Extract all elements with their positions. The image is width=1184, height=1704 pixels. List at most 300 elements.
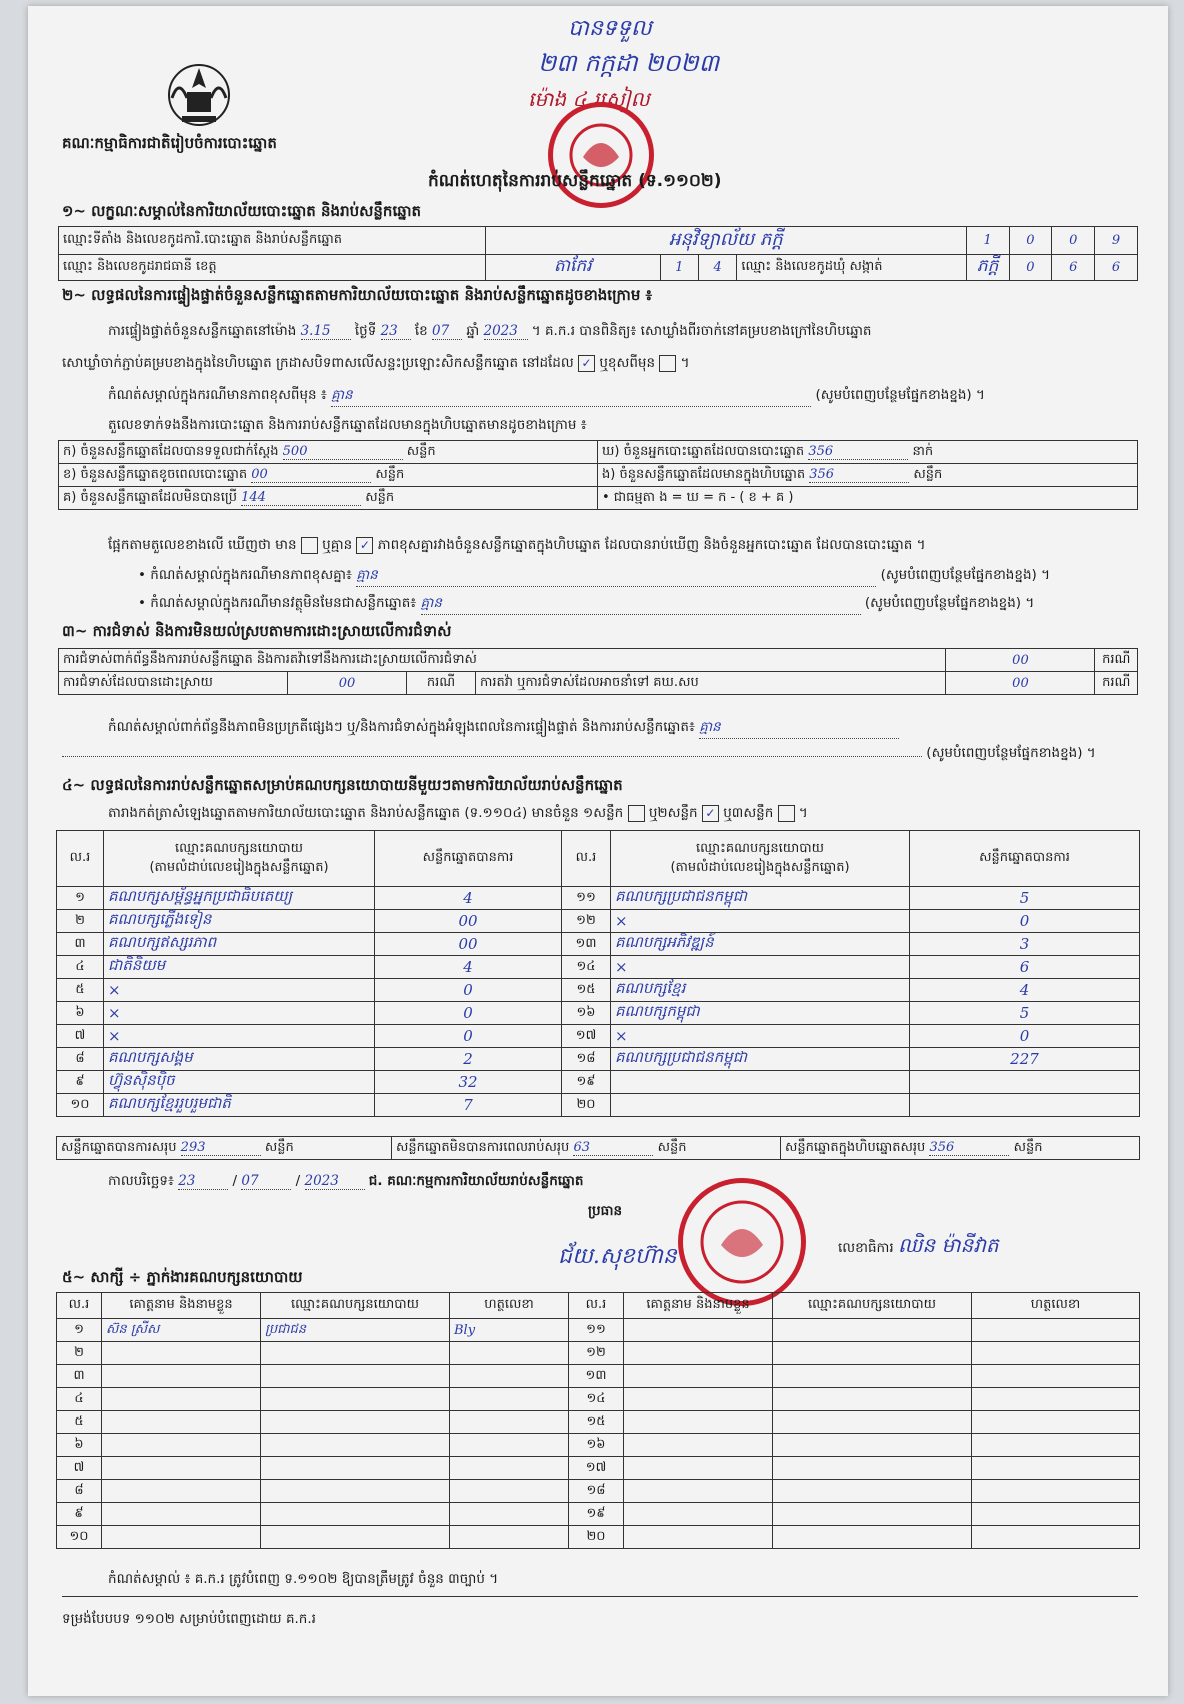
commune-label: ឈ្មោះ និងលេខកូដឃុំ សង្កាត់ (737, 255, 966, 281)
col-party-left-1: ឈ្មោះគណបក្សនយោបាយ (175, 840, 303, 856)
witness-col-name-left: គោត្តនាម និងនាមខ្លួន (102, 1293, 261, 1319)
counts-intro: តួលេខទាក់ទងនឹងការបោះឆ្នោត និងការរាប់សន្លឹកឆ្នោតដែលមានក្នុងហិបឆ្នោតមានដូចខាងក្រោម ៖ (108, 417, 587, 433)
committee-name: ជ. គណៈកម្មការការិយាល័យរាប់សន្លឹកឆ្នោត (368, 1173, 584, 1189)
table-row (57, 1526, 1140, 1549)
witness-name-left (102, 1526, 261, 1549)
difference-line (108, 536, 1138, 556)
result-party-right: × (611, 910, 910, 933)
result-no-right: ១១ (562, 887, 611, 910)
station-code-4: 9 (1095, 227, 1138, 255)
witness-name-left (102, 1411, 261, 1434)
resolved-unit: ករណី (407, 672, 476, 695)
witness-no-left: ៨ (57, 1480, 102, 1503)
witness-name-right (624, 1526, 773, 1549)
diff-text-a: ផ្អែកតាមតួលេខខាងលើ ឃើញថា មាន (108, 537, 297, 553)
result-party-right (611, 1071, 910, 1094)
witness-name-left (102, 1480, 261, 1503)
station-code-1: 1 (966, 227, 1009, 255)
result-votes-left: 00 (375, 910, 562, 933)
witness-sign-left (450, 1526, 569, 1549)
resolved-value: 00 (288, 672, 407, 695)
result-votes-right: 5 (910, 1002, 1140, 1025)
result-party-left: គណបក្សសង្គម (104, 1048, 375, 1071)
count-a-unit: សន្លឹក (406, 443, 436, 459)
witness-sign-right (972, 1388, 1140, 1411)
invalid-total-label: សន្លឹកឆ្នោតមិនបានការពេលរាប់សរុប (396, 1139, 570, 1155)
result-party-right: គណបក្សប្រជាជនកម្ពុជា (611, 887, 910, 910)
note-obj-label: • កំណត់សម្គាល់ក្នុងករណីមានវត្ថុមិនមែនជាសន្លឹកឆ្នោត៖ (138, 595, 417, 611)
objections-table (58, 648, 1138, 695)
result-votes-left: 32 (375, 1071, 562, 1094)
result-no-right: ១២ (562, 910, 611, 933)
witness-party-left (261, 1480, 450, 1503)
verify-text-d: ឆ្នាំ (466, 323, 480, 339)
one-sheet-checkbox[interactable] (628, 805, 645, 822)
organization-name: គណៈកម្មាធិការជាតិរៀបចំការបោះឆ្នោត (62, 134, 277, 152)
note-prev-label: កំណត់សម្គាល់ក្នុងករណីមានភាពខុសពីមុន ៖ (108, 387, 327, 403)
table-row (57, 1434, 1140, 1457)
secretary-signature: ឈិន ម៉ានីវាត (898, 1233, 999, 1257)
witness-sign-left (450, 1457, 569, 1480)
two-sheet-label: ឬ២សន្លឹក (648, 805, 698, 821)
fill-more-3: (សូមបំពេញបន្ថែមផ្នែកខាងខ្នង) ។ (864, 595, 1035, 611)
witness-name-left (102, 1503, 261, 1526)
witness-table (56, 1292, 1140, 1549)
result-no-left: ៤ (57, 956, 104, 979)
result-no-right: ១៨ (562, 1048, 611, 1071)
invalid-total-value: 63 (573, 1140, 653, 1156)
result-no-right: ២០ (562, 1094, 611, 1117)
witness-sign-left (450, 1342, 569, 1365)
witness-name-left: ស៊ន ស្រីស (102, 1319, 261, 1342)
witness-col-sign-left: ហត្ថលេខា (450, 1293, 569, 1319)
province-label: ឈ្មោះ និងលេខកូដរាជធានី ខេត្ត (59, 255, 486, 281)
witness-party-right (773, 1388, 972, 1411)
witness-name-right (624, 1319, 773, 1342)
two-sheet-checkbox[interactable]: ✓ (702, 805, 719, 822)
note-object-line (138, 594, 1138, 615)
station-code-3: 0 (1052, 227, 1095, 255)
witness-name-left (102, 1342, 261, 1365)
invalid-total-unit: សន្លឹក (657, 1139, 687, 1155)
changed-checkbox[interactable] (659, 355, 676, 372)
witness-party-left (261, 1526, 450, 1549)
result-votes-left: 2 (375, 1048, 562, 1071)
receipt-note-line3: ម៉ោង ៤ រសៀល (528, 87, 650, 111)
fill-more-1: (សូមបំពេញបន្ថែមផ្នែកខាងខ្នង) ។ (815, 387, 985, 403)
irregularity-note (108, 718, 1138, 739)
date-label: កាលបរិច្ឆេទ៖ (108, 1173, 174, 1189)
province-code-1: 1 (660, 255, 698, 281)
result-votes-left: 4 (375, 887, 562, 910)
inbox-total-unit: សន្លឹក (1013, 1139, 1043, 1155)
witness-name-right (624, 1365, 773, 1388)
result-no-left: ៧ (57, 1025, 104, 1048)
table-row (57, 1048, 1140, 1071)
witness-name-right (624, 1342, 773, 1365)
count-b-unit: សន្លឹក (375, 466, 405, 482)
valid-total-cell (57, 1137, 392, 1160)
result-party-left: × (104, 979, 375, 1002)
footer-divider (62, 1596, 1138, 1597)
result-votes-right (910, 1071, 1140, 1094)
witness-sign-right (972, 1457, 1140, 1480)
document-page (28, 6, 1168, 1696)
table-row (57, 1411, 1140, 1434)
chair-label: ប្រធាន (588, 1203, 623, 1219)
national-emblem-icon (154, 58, 244, 132)
verify-text-c: ខែ (414, 323, 428, 339)
col-party-right (611, 831, 910, 887)
result-votes-left: 4 (375, 956, 562, 979)
commune-value: ភក្តី (966, 255, 1009, 281)
result-votes-right: 227 (910, 1048, 1140, 1071)
col-no-left: ល.រ (57, 831, 104, 887)
count-c-value: 144 (241, 490, 361, 506)
invalid-total-cell (392, 1137, 781, 1160)
count-b-value: 00 (251, 467, 371, 483)
table-row (57, 1365, 1140, 1388)
commune-code-2: 6 (1052, 255, 1095, 281)
witness-party-left (261, 1457, 450, 1480)
witness-name-right (624, 1457, 773, 1480)
ballot-counts-table (58, 440, 1138, 510)
irregularity-value: គ្មាន (699, 718, 899, 739)
witness-sign-right (972, 1503, 1140, 1526)
witness-no-right: ១១ (569, 1319, 624, 1342)
witness-no-right: ១៧ (569, 1457, 624, 1480)
note-prev-value: គ្មាន (331, 386, 811, 407)
table-row (57, 1002, 1140, 1025)
count-e-value: 356 (809, 467, 909, 483)
table-row (57, 1071, 1140, 1094)
witness-no-right: ១៤ (569, 1388, 624, 1411)
chair-signature: ជ័យ.សុខហ៊ាន (558, 1244, 677, 1269)
inbox-total-label: សន្លឹកឆ្នោតក្នុងហិបឆ្នោតសរុប (785, 1139, 926, 1155)
witness-sign-right (972, 1411, 1140, 1434)
valid-total-value: 293 (181, 1140, 261, 1156)
three-sheet-label: ឬ៣សន្លឹក (723, 805, 774, 821)
changed-label: ឬខុសពីមុន (599, 355, 656, 371)
note-diff-line (138, 566, 1138, 587)
irregularity-fill-line (62, 744, 1138, 764)
party-results-table (56, 830, 1140, 1117)
witness-sign-left (450, 1388, 569, 1411)
result-party-left: គណបក្សឥស្សរភាព (104, 933, 375, 956)
table-row (57, 1342, 1140, 1365)
count-d-value: 356 (808, 444, 908, 460)
appeal-value: 00 (946, 672, 1095, 695)
result-votes-right: 4 (910, 979, 1140, 1002)
count-a-value: 500 (283, 444, 403, 460)
objection-value: 00 (946, 649, 1095, 672)
result-no-left: ៣ (57, 933, 104, 956)
section3-title: ៣~ ការជំទាស់ និងការមិនយល់ស្របតាមការដោះស្រាយលើការជំទាស់ (62, 622, 452, 640)
formula-cell: • ជាធម្មតា ង = ឃ = ក - ( ខ + គ ) (598, 487, 1138, 510)
count-d-unit: នាក់ (912, 443, 934, 459)
count-d-label: ឃ) ចំនួនអ្នកបោះឆ្នោតដែលបានបោះឆ្នោត (602, 443, 805, 459)
witness-party-left: ប្រជាជន (261, 1319, 450, 1342)
count-row-d-right (598, 441, 1138, 464)
table-row (57, 933, 1140, 956)
table-row (57, 1094, 1140, 1117)
result-votes-left: 00 (375, 933, 562, 956)
note-prev-line (108, 386, 1138, 407)
valid-total-label: សន្លឹកឆ្នោតបានការសរុប (61, 1139, 177, 1155)
verify-text-b: ថ្ងៃទី (354, 323, 377, 339)
count-row-a-left (59, 441, 598, 464)
result-no-right: ១៧ (562, 1025, 611, 1048)
result-no-left: ៥ (57, 979, 104, 1002)
witness-no-left: ៥ (57, 1411, 102, 1434)
witness-col-no-right: ល.រ (569, 1293, 624, 1319)
count-e-label: ង) ចំនួនសន្លឹកឆ្នោតដែលមានក្នុងហិបឆ្នោត (602, 466, 806, 482)
section2-title: ២~ លទ្ធផលនៃការផ្ទៀងផ្ទាត់ចំនួនសន្លឹកឆ្នោតតាមការិយាល័យបោះឆ្នោត និងរាប់សន្លឹកឆ្នោតដូចខាងក្រោម ៖ (62, 286, 653, 304)
col-votes-right: សន្លឹកឆ្នោតបានការ (910, 831, 1140, 887)
count-b-label: ខ) ចំនួនសន្លឹកឆ្នោតខូចពេលបោះឆ្នោត (63, 466, 248, 482)
count-e-unit: សន្លឹក (913, 466, 943, 482)
witness-name-right (624, 1434, 773, 1457)
count-a-label: ក) ចំនួនសន្លឹកឆ្នោតដែលបានទទួលជាក់ស្ដែង (63, 443, 279, 459)
witness-sign-right (972, 1342, 1140, 1365)
witness-no-left: ៦ (57, 1434, 102, 1457)
table-row (57, 887, 1140, 910)
witness-col-sign-right: ហត្ថលេខា (972, 1293, 1140, 1319)
witness-name-right (624, 1411, 773, 1434)
result-party-left: ហ៊្វុនស៊ិនប៉ិច (104, 1071, 375, 1094)
table-row (57, 1503, 1140, 1526)
verify-day: 23 (381, 323, 411, 340)
result-party-right: គណបក្សកម្ពុជា (611, 1002, 910, 1025)
result-party-right: គណបក្សខ្មែរ (611, 979, 910, 1002)
witness-name-left (102, 1388, 261, 1411)
result-party-left: ជាតិនិយម (104, 956, 375, 979)
verification-paragraph (108, 322, 1138, 342)
footer-note: កំណត់សម្គាល់ ៖ គ.ក.រ ត្រូវបំពេញ ទ.១១០២ ឱ្យបានត្រឹមត្រូវ ចំនួន ៣ច្បាប់ ។ (108, 1571, 499, 1587)
witness-sign-right (972, 1526, 1140, 1549)
three-sheet-checkbox[interactable] (778, 805, 795, 822)
date-year: 2023 (305, 1173, 365, 1190)
witness-name-right (624, 1480, 773, 1503)
commune-code-1: 0 (1009, 255, 1052, 281)
witness-col-no-left: ល.រ (57, 1293, 102, 1319)
witness-party-left (261, 1503, 450, 1526)
witness-party-right (773, 1503, 972, 1526)
tally-intro: តារាងកត់ត្រាសំឡេងឆ្នោតតាមការិយាល័យបោះឆ្នោត និងរាប់សន្លឹកឆ្នោត (ទ.១១០៤) មានចំនួន ១សន្លឹក (108, 805, 624, 821)
result-party-right: × (611, 1025, 910, 1048)
section4-title: ៤~ លទ្ធផលនៃការរាប់សន្លឹកឆ្នោតសម្រាប់គណបក្សនយោបាយនីមួយៗតាមការិយាល័យរាប់សន្លឹកឆ្នោត (62, 776, 623, 794)
signing-date-line: កាលបរិច្ឆេទ៖ 23 / 07 / 2023 ជ. គណៈកម្មការការិយាល័យរាប់សន្លឹកឆ្នោត (108, 1173, 584, 1189)
inbox-total-value: 356 (929, 1140, 1009, 1156)
diff-text-b: ឬគ្មាន (322, 537, 353, 553)
witness-name-left (102, 1457, 261, 1480)
witness-name-left (102, 1365, 261, 1388)
witness-no-right: ១៥ (569, 1411, 624, 1434)
witness-no-right: ១៦ (569, 1434, 624, 1457)
col-no-right: ល.រ (562, 831, 611, 887)
no-difference-checkbox[interactable]: ✓ (356, 537, 373, 554)
receipt-note-line2: ២៣ កក្កដា ២០២៣ (538, 49, 720, 77)
table-row (57, 1025, 1140, 1048)
witness-no-right: ១៣ (569, 1365, 624, 1388)
objection-label: ការជំទាស់ពាក់ព័ន្ធនឹងការរាប់សន្លឹកឆ្នោត និងការតវ៉ាទៅនឹងការដោះស្រាយលើការជំទាស់ (59, 649, 946, 672)
result-no-right: ១៦ (562, 1002, 611, 1025)
objection-unit: ករណី (1095, 649, 1138, 672)
witness-no-left: ៧ (57, 1457, 102, 1480)
result-no-right: ១៤ (562, 956, 611, 979)
result-party-right: គណបក្សប្រជាជនកម្ពុជា (611, 1048, 910, 1071)
col-party-right-2: (តាមលំដាប់លេខរៀងក្នុងសន្លឹកឆ្នោត) (670, 859, 850, 875)
diff-text-c: ភាពខុសគ្នារវាងចំនួនសន្លឹកឆ្នោតក្នុងហិបឆ្នោត ដែលបានរាប់ឃើញ និងចំនួនអ្នកបោះឆ្នោត ដែលបានបោះឆ្នោត ។ (377, 537, 926, 553)
result-party-right: × (611, 956, 910, 979)
witness-party-right (773, 1457, 972, 1480)
fill-more-2: (សូមបំពេញបន្ថែមផ្នែកខាងខ្នង) ។ (880, 567, 1050, 583)
witness-party-left (261, 1434, 450, 1457)
witness-no-left: ៣ (57, 1365, 102, 1388)
province-code-2: 4 (698, 255, 736, 281)
result-votes-right: 0 (910, 910, 1140, 933)
count-row-b-left (59, 464, 598, 487)
witness-no-left: ៩ (57, 1503, 102, 1526)
witness-no-right: ១៩ (569, 1503, 624, 1526)
witness-col-party-right: ឈ្មោះគណបក្សនយោបាយ (773, 1293, 972, 1319)
totals-table (56, 1136, 1140, 1160)
verify-text-e: ។ គ.ក.រ បានពិនិត្យ៖ សោឃ្លាំងពីរចាក់នៅគម្របខាងក្រៅនៃហិបឆ្នោត (531, 323, 872, 339)
witness-party-left (261, 1342, 450, 1365)
result-no-left: ២ (57, 910, 104, 933)
result-no-right: ១៣ (562, 933, 611, 956)
note-obj-value: គ្មាន (421, 594, 861, 615)
count-row-c-left (59, 487, 598, 510)
station-info-table (58, 226, 1138, 281)
result-votes-right: 5 (910, 887, 1140, 910)
result-party-left: × (104, 1002, 375, 1025)
appeal-label: ការតវ៉ា ឬការជំទាស់ដែលអាចនាំទៅ គឃ.សប (476, 672, 946, 695)
table-row (57, 979, 1140, 1002)
section5-title: ៥~ សាក្សី ÷ ភ្នាក់ងារគណបក្សនយោបាយ (62, 1268, 303, 1286)
witness-party-right (773, 1480, 972, 1503)
witness-sign-left (450, 1411, 569, 1434)
witness-no-right: ១២ (569, 1342, 624, 1365)
result-no-left: ៨ (57, 1048, 104, 1071)
col-party-right-1: ឈ្មោះគណបក្សនយោបាយ (696, 840, 824, 856)
witness-sign-left (450, 1503, 569, 1526)
verify-year: 2023 (484, 323, 528, 340)
resolved-label: ការជំទាស់ដែលបានដោះស្រាយ (59, 672, 288, 695)
seal-paragraph: សោឃ្លាំចាក់ភ្ជាប់គម្របខាងក្នុងនៃហិបឆ្នោត ក្រដាសបិទពាសលើសន្ទះប្រឡោះសិកសន្លឹកឆ្នោត នៅដដែល ✓ ឬខុសពីមុន ។ (62, 355, 690, 371)
fill-more-4: (សូមបំពេញបន្ថែមផ្នែកខាងខ្នង) ។ (926, 745, 1096, 761)
witness-sign-left: Bly (450, 1319, 569, 1342)
commune-code-3: 6 (1095, 255, 1138, 281)
witness-col-party-left: ឈ្មោះគណបក្សនយោបាយ (261, 1293, 450, 1319)
witness-party-left (261, 1365, 450, 1388)
seal-text: សោឃ្លាំចាក់ភ្ជាប់គម្របខាងក្នុងនៃហិបឆ្នោត ក្រដាសបិទពាសលើសន្ទះប្រឡោះសិកសន្លឹកឆ្នោត នៅដដែល (62, 355, 574, 371)
witness-sign-left (450, 1434, 569, 1457)
result-votes-right: 3 (910, 933, 1140, 956)
result-votes-right (910, 1094, 1140, 1117)
note-diff-label: • កំណត់សម្គាល់ក្នុងករណីមានភាពខុសគ្នា៖ (138, 567, 352, 583)
result-party-left: × (104, 1025, 375, 1048)
witness-name-right (624, 1503, 773, 1526)
province-value: តាកែវ (485, 255, 660, 281)
witness-sign-left (450, 1480, 569, 1503)
form-title: កំណត់ហេតុនៃការរាប់សន្លឹកឆ្នោត (ទ.១១០២) (428, 171, 722, 191)
witness-party-right (773, 1411, 972, 1434)
witness-no-right: ១៨ (569, 1480, 624, 1503)
result-votes-right: 6 (910, 956, 1140, 979)
verify-month: 07 (432, 323, 462, 340)
witness-no-left: ២ (57, 1342, 102, 1365)
verify-text-a: ការផ្ទៀងផ្ទាត់ចំនួនសន្លឹកឆ្នោតនៅម៉ោង (108, 323, 297, 339)
date-day: 23 (178, 1173, 228, 1190)
irregularity-label: កំណត់សម្គាល់ពាក់ព័ន្ធនឹងភាពមិនប្រក្រតីផ្សេងៗ ឬ/និងការជំទាស់ក្នុងអំឡុងពេលនៃការផ្ទៀងផ្ទាត់ និងការរាប់សន្លឹកឆ្នោត៖ (108, 719, 695, 735)
table-row (57, 1480, 1140, 1503)
result-no-left: ១០ (57, 1094, 104, 1117)
result-no-right: ១៩ (562, 1071, 611, 1094)
witness-no-left: ១០ (57, 1526, 102, 1549)
secretary-block (838, 1232, 999, 1262)
witness-sign-right (972, 1365, 1140, 1388)
witness-col-name-right: គោត្តនាម និងនាមខ្លួន (624, 1293, 773, 1319)
col-votes-left: សន្លឹកឆ្នោតបានការ (375, 831, 562, 887)
witness-party-right (773, 1319, 972, 1342)
same-checkbox[interactable]: ✓ (578, 355, 595, 372)
table-row (57, 1319, 1140, 1342)
count-row-e-right (598, 464, 1138, 487)
appeal-unit: ករណី (1095, 672, 1138, 695)
has-difference-checkbox[interactable] (301, 537, 318, 554)
witness-party-right (773, 1434, 972, 1457)
table-row (57, 910, 1140, 933)
count-c-label: គ) ចំនួនសន្លឹកឆ្នោតដែលមិនបានប្រើ (63, 489, 237, 505)
col-party-left-2: (តាមលំដាប់លេខរៀងក្នុងសន្លឹកឆ្នោត) (149, 859, 329, 875)
verify-time: 3.15 (301, 323, 351, 340)
table-row (57, 1457, 1140, 1480)
valid-total-unit: សន្លឹក (264, 1139, 294, 1155)
table-row (57, 1388, 1140, 1411)
witness-sign-right (972, 1434, 1140, 1457)
result-votes-left: 0 (375, 979, 562, 1002)
result-party-right (611, 1094, 910, 1117)
blank-dotted-line (62, 756, 922, 757)
result-no-left: ១ (57, 887, 104, 910)
col-party-left (104, 831, 375, 887)
witness-party-left (261, 1388, 450, 1411)
station-label: ឈ្មោះទីតាំង និងលេខកូដការិ.បោះឆ្នោត និងរាប់សន្លឹកឆ្នោត (59, 227, 486, 255)
witness-sign-right (972, 1319, 1140, 1342)
table-row (57, 956, 1140, 979)
witness-no-left: ៤ (57, 1388, 102, 1411)
result-party-left: គណបក្សខ្មែររួបរួមជាតិ (104, 1094, 375, 1117)
witness-party-right (773, 1342, 972, 1365)
station-code-2: 0 (1009, 227, 1052, 255)
witness-party-left (261, 1411, 450, 1434)
inbox-total-cell (781, 1137, 1140, 1160)
section1-title: ១~ លក្ខណៈសម្គាល់នៃការិយាល័យបោះឆ្នោត និងរាប់សន្លឹកឆ្នោត (62, 202, 422, 220)
witness-name-right (624, 1388, 773, 1411)
date-month: 07 (241, 1173, 291, 1190)
witness-sign-right (972, 1480, 1140, 1503)
official-stamp-bottom (678, 1178, 806, 1306)
witness-party-right (773, 1365, 972, 1388)
result-party-left: គណបក្សសម្ព័ន្ធអ្នកប្រជាធិបតេយ្យ (104, 887, 375, 910)
station-value: អនុវិទ្យាល័យ ភក្តី (485, 227, 966, 255)
result-no-left: ៦ (57, 1002, 104, 1025)
count-c-unit: សន្លឹក (365, 489, 395, 505)
result-party-left: គណបក្សភ្លើងទៀន (104, 910, 375, 933)
witness-no-right: ២០ (569, 1526, 624, 1549)
witness-sign-left (450, 1365, 569, 1388)
